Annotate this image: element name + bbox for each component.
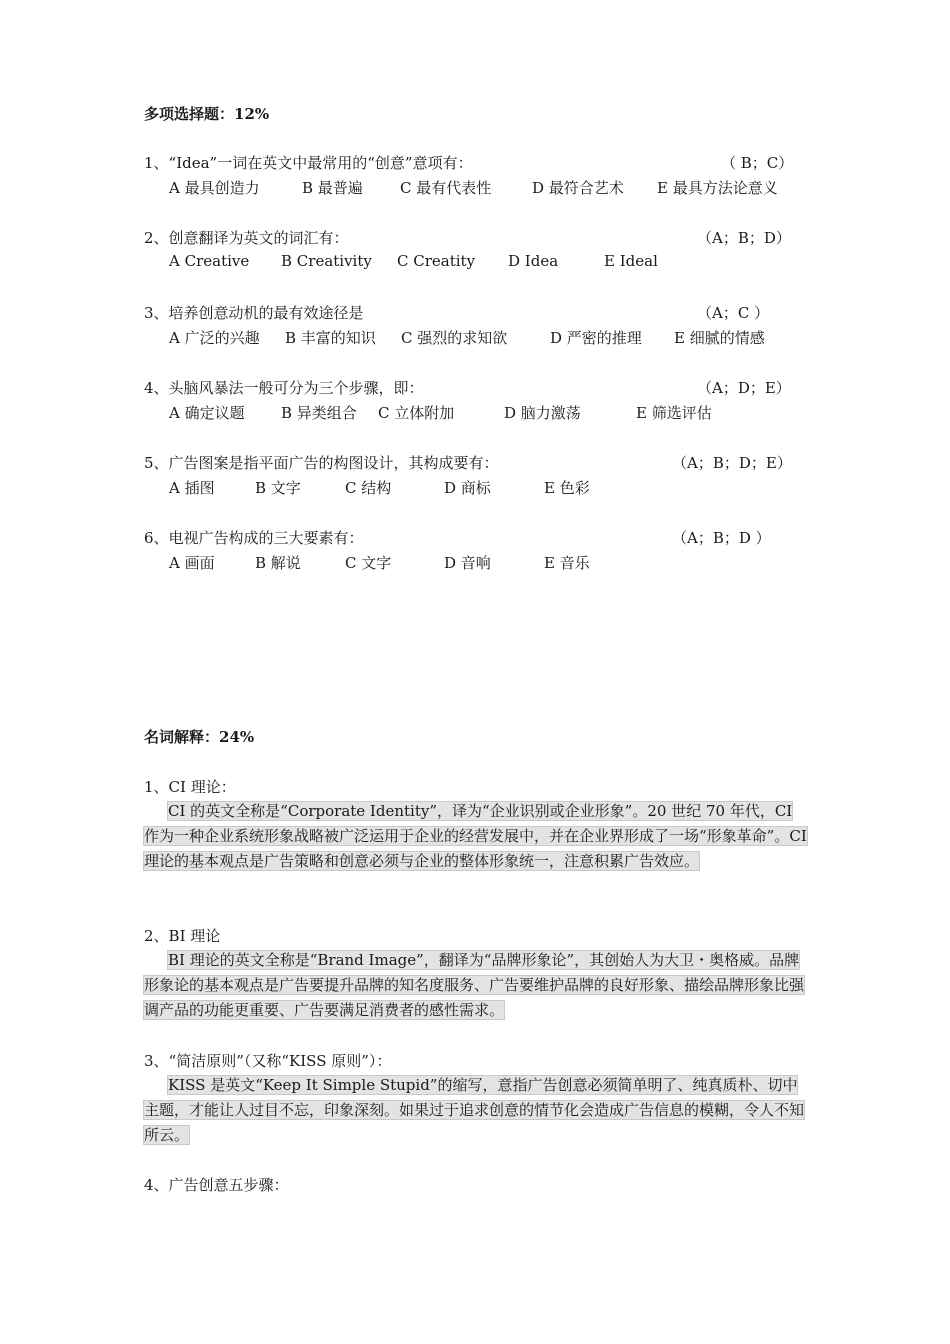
highlighted-text: CI 的英文全称是“Corporate Identity”，译为“企业识别或企业形象”。20 世纪 70 年代，CI 作为一种企业系统形象战略被广泛运用于企业的经营发展中，并在企业界形成了一场“形象革命”。CI 理论的基本观点是广告策略和创意必须与企业的整体形象统一，注意积累广告效应。 (144, 802, 807, 870)
mc-option: B 文字 (255, 479, 301, 497)
mc-question-3: 3、培养创意动机的最有效途径是 (144, 304, 364, 322)
highlighted-text: BI 理论的英文全称是“Brand Image”，翻译为“品牌形象论”，其创始人为大卫・奥格威。品牌形象论的基本观点是广告要提升品牌的知名度服务、广告要维护品牌的良好形象、描绘品牌形象比强调产品的功能更重要、广告要满足消费者的感性需求。 (144, 951, 805, 1019)
mc-option: E 细腻的情感 (674, 329, 765, 347)
term-heading-4: 4、广告创意五步骤： (144, 1176, 289, 1194)
mc-option: E 最具方法论意义 (657, 179, 778, 197)
mc-option: D 商标 (444, 479, 491, 497)
term-heading-2: 2、BI 理论 (144, 927, 221, 945)
mc-answer-2: （A；B；D） (697, 229, 791, 247)
mc-option: E Ideal (604, 252, 658, 270)
mc-question-6: 6、电视广告构成的三大要素有： (144, 529, 364, 547)
term-definition-3 (144, 1073, 808, 1148)
mc-option: B Creativity (281, 252, 372, 270)
mc-option: C 立体附加 (378, 404, 455, 422)
term-heading-1: 1、CI 理论： (144, 778, 236, 796)
mc-option: C 文字 (345, 554, 392, 572)
mc-question-5: 5、广告图案是指平面广告的构图设计，其构成要有： (144, 454, 499, 472)
mc-option: B 异类组合 (281, 404, 357, 422)
mc-answer-1: （ B；C） (721, 154, 794, 172)
mc-option: A 画面 (169, 554, 215, 572)
mc-option: E 筛选评估 (636, 404, 712, 422)
mc-option: C 强烈的求知欲 (401, 329, 508, 347)
mc-option: D 脑力激荡 (504, 404, 581, 422)
mc-option: C 结构 (345, 479, 392, 497)
mc-option: E 音乐 (544, 554, 590, 572)
term-definition-2 (144, 948, 808, 1023)
mc-option: B 丰富的知识 (285, 329, 376, 347)
mc-option: D Idea (508, 252, 559, 270)
highlighted-text: KISS 是英文“Keep It Simple Stupid”的缩写，意指广告创意必须简单明了、纯真质朴、切中主题，才能让人过目不忘，印象深刻。如果过于追求创意的情节化会造成广告信息的模糊，令人不知所云。 (144, 1076, 805, 1144)
mc-question-1: 1、“Idea”一词在英文中最常用的“创意”意项有： (144, 154, 473, 172)
mc-option: D 严密的推理 (550, 329, 642, 347)
mc-option: A 确定议题 (169, 404, 245, 422)
mc-option: A 最具创造力 (169, 179, 260, 197)
mc-option: D 音响 (444, 554, 491, 572)
mc-option: A Creative (169, 252, 250, 270)
mc-option: D 最符合艺术 (532, 179, 624, 197)
mc-option: E 色彩 (544, 479, 590, 497)
mc-answer-5: （A；B；D；E） (672, 454, 792, 472)
mc-option: B 解说 (255, 554, 301, 572)
mc-option: C 最有代表性 (400, 179, 492, 197)
mc-section-title: 多项选择题：12% (144, 105, 270, 123)
terms-section-title: 名词解释：24% (144, 728, 255, 746)
term-definition-1 (144, 799, 808, 874)
mc-option: C Creatity (397, 252, 476, 270)
mc-option: A 插图 (169, 479, 215, 497)
mc-answer-4: （A；D；E） (697, 379, 791, 397)
mc-answer-6: （A；B；D ） (672, 529, 771, 547)
mc-question-2: 2、创意翻译为英文的词汇有： (144, 229, 349, 247)
mc-question-4: 4、头脑风暴法一般可分为三个步骤，即： (144, 379, 424, 397)
mc-option: B 最普遍 (302, 179, 363, 197)
mc-option: A 广泛的兴趣 (169, 329, 260, 347)
term-heading-3: 3、“简洁原则”（又称“KISS 原则”）： (144, 1052, 392, 1070)
mc-answer-3: （A；C ） (697, 304, 770, 322)
